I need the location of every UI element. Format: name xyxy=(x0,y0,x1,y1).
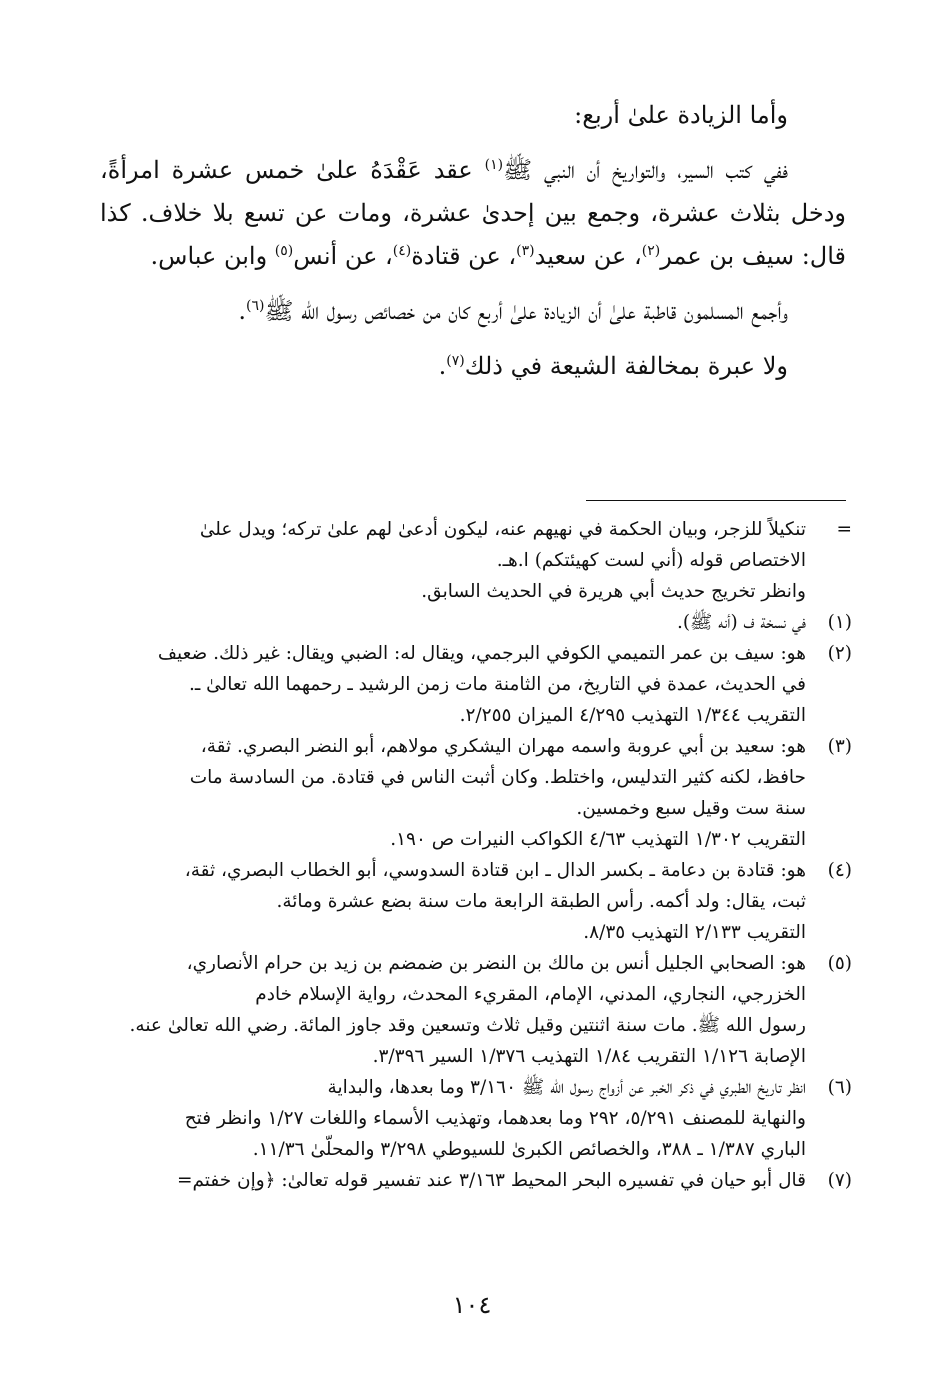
footnote-line: التقريب ١/٣٤٤ التهذيب ٤/٢٩٥ الميزان ٢/٢٥٥. xyxy=(459,705,806,726)
footnote-4 xyxy=(88,855,852,948)
footnote-5 xyxy=(88,948,852,1072)
footnote-marker-3[interactable]: (٣) xyxy=(516,243,535,259)
footnote-line: الخزرجي، النجاري، المدني، الإمام، المقريء المحدث، رواية الإسلام خادم xyxy=(255,984,806,1005)
text-run: ، عن سعيد xyxy=(534,242,642,270)
footnote-marker-6[interactable]: (٦) xyxy=(245,298,265,314)
footnote-text xyxy=(88,731,806,855)
footnote-line: وانظر تخريج حديث أبي هريرة في الحديث السابق. xyxy=(421,581,806,602)
footnote-line: هو: سعيد بن أبي عروبة واسمه مهران اليشكري مولاهم، أبو النضر البصري. ثقة، xyxy=(200,736,806,757)
footnote-text xyxy=(88,1072,806,1165)
footnote-line: التقريب ١/٣٠٢ التهذيب ٤/٦٣ الكواكب النيرات ص ١٩٠. xyxy=(390,829,806,850)
footnote-line: الباري ١/٣٨٧ ـ ٣٨٨، والخصائص الكبرىٰ للسيوطي ٣/٢٩٨ والمحلّىٰ ١١/٣٦. xyxy=(252,1139,806,1160)
text-run: ولا عبرة بمخالفة الشيعة في ذلك xyxy=(464,352,788,380)
footnote-number: (٦) xyxy=(827,1077,852,1098)
footnotes xyxy=(88,514,852,1196)
footnote-text xyxy=(88,514,806,607)
footnote-6 xyxy=(88,1072,852,1165)
footnote-number: (٢) xyxy=(827,643,852,664)
footnote-separator xyxy=(586,500,846,501)
text-run: ، عن قتادة xyxy=(411,242,517,270)
footnote-marker-7[interactable]: (٧) xyxy=(446,353,465,369)
footnote-continuation xyxy=(88,514,852,607)
footnote-number: (١) xyxy=(827,612,852,633)
footnote-text xyxy=(88,855,806,948)
footnote-number: (٤) xyxy=(827,860,852,881)
text-run: عقد عَقْدَهُ علىٰ خمس عشرة امرأةً، ودخل بثلاث عشرة، وجمع بين إحدىٰ عشرة، ومات عن تسع بلا خلاف. كذا قال: سيف بن عمر xyxy=(100,156,846,270)
footnote-marker-5[interactable]: (٥) xyxy=(274,243,294,259)
footnote-line: هو: قتادة بن دعامة ـ بكسر الدال ـ ابن قتادة السدوسي، أبو الخطاب البصري، ثقة، xyxy=(184,860,806,881)
paragraph-marriages xyxy=(100,149,846,278)
text-run: وابن عباس. xyxy=(150,242,275,270)
main-text xyxy=(100,95,846,400)
footnote-marker-4[interactable]: (٤) xyxy=(392,243,412,259)
text-run: ، عن أنس xyxy=(293,242,393,270)
text-run: . xyxy=(438,352,447,380)
footnote-number: (٥) xyxy=(827,953,852,974)
footnote-text: قال أبو حيان في تفسيره البحر المحيط ٣/١٦٣ عند تفسير قوله تعالىٰ: ﴿وإن خفتم= xyxy=(176,1170,806,1191)
footnote-1 xyxy=(88,607,852,638)
continuation-marker: = xyxy=(836,519,852,540)
footnote-line: تنكيلاً للزجر، وبيان الحكمة في نهيهم عنه، ليكون أدعىٰ لهم علىٰ تركه؛ ويدل علىٰ xyxy=(199,519,806,540)
footnote-line: ثبت، يقال: ولد أكمه. رأس الطبقة الرابعة مات سنة بضع عشرة ومائة. xyxy=(276,891,806,912)
footnote-2 xyxy=(88,638,852,731)
footnote-line: هو: الصحابي الجليل أنس بن مالك بن النضر بن ضمضم بن زيد بن حرام الأنصاري، xyxy=(186,953,806,974)
footnote-line: سنة ست وقيل سبع وخمسين. xyxy=(576,798,806,819)
text-run: . xyxy=(238,297,246,325)
footnote-line: انظر تاريخ الطبري في ذكر الخبر عن أزواج رسول الله ﷺ ٣/١٦٠ وما بعدها، والبداية xyxy=(327,1077,806,1098)
footnote-line: حافظ، لكنه كثير التدليس، واختلط. وكان أثبت الناس في قتادة. من السادسة مات xyxy=(189,767,806,788)
footnote-number: (٣) xyxy=(827,736,852,757)
footnote-marker-1[interactable]: (١) xyxy=(484,157,504,173)
footnote-line: الإصابة ١/١٢٦ التقريب ١/٨٤ التهذيب ١/٣٧٦ السير ٣/٣٩٦. xyxy=(372,1046,806,1067)
footnote-text xyxy=(88,948,806,1072)
footnote-number: (٧) xyxy=(827,1170,852,1191)
footnote-7 xyxy=(88,1165,852,1196)
footnote-line: التقريب ٢/١٣٣ التهذيب ٨/٣٥. xyxy=(583,922,806,943)
text-run: وأجمع المسلمون قاطبة علىٰ أن الزيادة علىٰ أربع كان من خصائص رسول الله ﷺ xyxy=(264,297,788,325)
footnote-text xyxy=(88,638,806,731)
footnote-line: الاختصاص قوله (أني لست كهيئتكم) ا.هـ. xyxy=(496,550,806,571)
footnote-text: في نسخة ف (أنه ﷺ). xyxy=(676,612,806,633)
paragraph-consensus xyxy=(100,290,846,333)
footnote-line: رسول الله ﷺ. مات سنة اثنتين وقيل ثلاث وتسعين وقد جاوز المائة. رضي الله تعالىٰ عنه. xyxy=(129,1015,806,1036)
footnote-line: في الحديث، عمدة في التاريخ، من الثامنة مات زمن الرشيد ـ رحمهما الله تعالىٰ ـ. xyxy=(189,674,806,695)
paragraph-shia xyxy=(100,345,846,388)
text-run: ففي كتب السير، والتواريخ أن النبي ﷺ xyxy=(503,156,788,184)
footnote-marker-2[interactable]: (٢) xyxy=(641,243,661,259)
page-number: ١٠٤ xyxy=(452,1291,492,1319)
section-heading: وأما الزيادة علىٰ أربع: xyxy=(574,101,788,129)
footnote-3 xyxy=(88,731,852,855)
footnote-line: هو: سيف بن عمر التميمي الكوفي البرجمي، ويقال له: الضبي ويقال: غير ذلك. ضعيف xyxy=(157,643,806,664)
footnote-line: والنهاية للمصنف ٥/٢٩١، ٢٩٢ وما بعدهما، وتهذيب الأسماء واللغات ١/٢٧ وانظر فتح xyxy=(184,1108,806,1129)
